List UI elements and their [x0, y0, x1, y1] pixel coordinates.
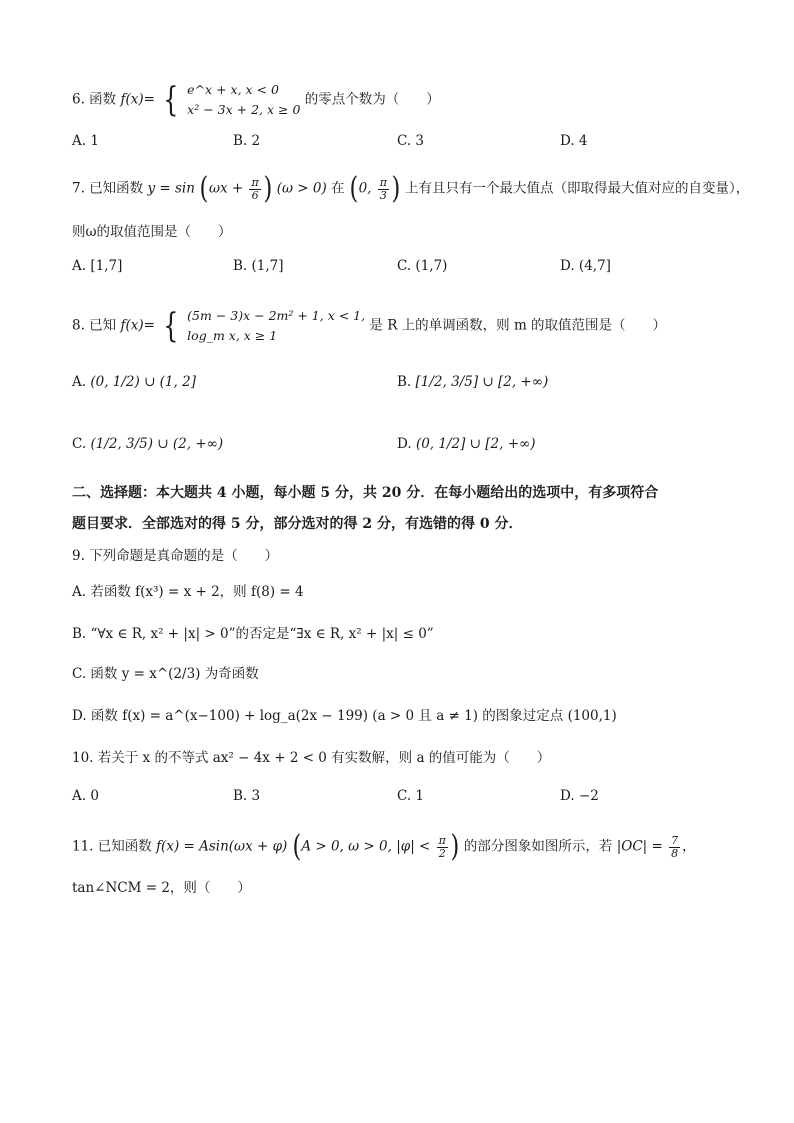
- q8-func: f(x)=: [120, 317, 155, 334]
- q6-option-c[interactable]: C. 3: [397, 133, 425, 149]
- q8-case2: log_m x, x ≥ 1: [187, 328, 278, 343]
- section-heading-line1: 二、选择题：本大题共 4 小题，每小题 5 分，共 20 分．在每小题给出的选项中，有多项符合: [72, 485, 659, 501]
- q11-stem: 11. 已知函数 f(x) = Asin(ωx + φ) (A > 0, ω > 0, |φ| < $\frac{\pi}{2}$ ) 的部分图象如图所示，若 |OC| = $\frac{7}{8}$ ，: [72, 829, 696, 864]
- q11-cond-frac: $\frac{\pi}{2}$: [438, 833, 446, 860]
- q6-option-d[interactable]: D. 4: [560, 133, 588, 149]
- q6-func: f(x)=: [120, 91, 155, 108]
- q6-case1: e^x + x, x < 0: [187, 82, 279, 97]
- q8-option-b[interactable]: B. [1/2, 3/5] ∪ [2, +∞): [397, 374, 549, 390]
- q8-option-d-value: (0, 1/2] ∪ [2, +∞): [415, 436, 536, 452]
- q8-prefix: 8. 已知: [72, 317, 117, 334]
- q8-brace: {: [163, 306, 179, 346]
- q6-suffix: 的零点个数为（ ）: [304, 91, 440, 108]
- q11-func: f(x) = Asin(ωx + φ): [156, 838, 288, 855]
- q7-option-c[interactable]: C. (1,7): [397, 258, 448, 274]
- q7-line2: 则ω的取值范围是（ ）: [72, 224, 232, 240]
- q6-case2: x² − 3x + 2, x ≥ 0: [187, 102, 301, 117]
- q9-option-a[interactable]: A. 若函数 f(x³) = x + 2，则 f(8) = 4: [72, 584, 304, 600]
- q8-option-a-value: (0, 1/2) ∪ (1, 2]: [90, 374, 196, 390]
- q6-brace: {: [163, 80, 179, 120]
- q8-option-c-value: (1/2, 3/5) ∪ (2, +∞): [90, 436, 224, 452]
- q8-suffix: 是 R 上的单调函数，则 m 的取值范围是（ ）: [369, 317, 667, 334]
- q7-option-d[interactable]: D. (4,7]: [560, 258, 611, 274]
- q8-option-c[interactable]: C. (1/2, 3/5) ∪ (2, +∞): [72, 436, 224, 452]
- q8-stem: [72, 306, 666, 346]
- q6-prefix: 6. 函数: [72, 91, 117, 108]
- q7-cond: (ω > 0): [276, 180, 327, 197]
- q11-prefix: 11. 已知函数: [72, 838, 152, 855]
- q6-option-b[interactable]: B. 2: [233, 133, 261, 149]
- q10-option-c[interactable]: C. 1: [397, 788, 425, 804]
- q9-option-b[interactable]: B. “∀x ∈ R, x² + |x| > 0”的否定是“∃x ∈ R, x² + |x| ≤ 0”: [72, 626, 434, 642]
- q7-int-frac: $\frac{\pi}{3}$: [379, 175, 387, 202]
- q11-line2: tan∠NCM = 2，则（ ）: [72, 880, 251, 896]
- q8-option-b-value: [1/2, 3/5] ∪ [2, +∞): [415, 374, 549, 390]
- q9-option-d[interactable]: D. 函数 f(x) = a^(x−100) + log_a(2x − 199) (a > 0 且 a ≠ 1) 的图象过定点 (100,1): [72, 708, 617, 724]
- q10-option-d[interactable]: D. −2: [560, 788, 599, 804]
- q7-prefix: 7. 已知函数: [72, 180, 144, 197]
- q7-option-b[interactable]: B. (1,7]: [233, 258, 284, 274]
- q7-suffix: 上有且只有一个最大值点（即取得最大值对应的自变量），: [405, 180, 750, 197]
- q8-case1: (5m − 3)x − 2m² + 1, x < 1,: [187, 308, 366, 323]
- q8-cases: [187, 306, 365, 346]
- q8-option-d[interactable]: D. (0, 1/2] ∪ [2, +∞): [397, 436, 536, 452]
- q7-func: y = sin: [147, 180, 195, 197]
- q10-stem: 10. 若关于 x 的不等式 ax² − 4x + 2 < 0 有实数解，则 a 的值可能为（ ）: [72, 750, 551, 766]
- q11-cond: A > 0, ω > 0, |φ| <: [301, 838, 431, 855]
- q7-option-a[interactable]: A. [1,7]: [72, 258, 123, 274]
- q11-mid: 的部分图象如图所示，若: [463, 838, 613, 855]
- q10-option-b[interactable]: B. 3: [233, 788, 261, 804]
- q7-frac: $\frac{\pi}{6}$: [251, 175, 259, 202]
- q8-option-a[interactable]: A. (0, 1/2) ∪ (1, 2]: [72, 374, 196, 390]
- q10-option-a[interactable]: A. 0: [72, 788, 99, 804]
- q11-oc-frac: $\frac{7}{8}$: [671, 833, 679, 860]
- q6-option-a[interactable]: A. 1: [72, 133, 99, 149]
- q11-oc: |OC| =: [616, 838, 663, 855]
- section-heading-line2: 题目要求．全部选对的得 5 分，部分选对的得 2 分，有选错的得 0 分．: [72, 516, 523, 532]
- q7-stem: 7. 已知函数 y = sin (ωx + $\frac{\pi}{6}$ ) (ω > 0) 在 (0, $\frac{\pi}{3}$ ) 上有且只有一个最大值点（即取得最大值对应的自变量），: [72, 171, 750, 206]
- q6-cases: [187, 80, 300, 120]
- q7-interval: 0,: [358, 180, 372, 197]
- q7-inner: ωx +: [208, 180, 244, 197]
- q9-option-c[interactable]: C. 函数 y = x^(2/3) 为奇函数: [72, 666, 259, 682]
- q6-stem: [72, 80, 440, 120]
- q9-stem: 9. 下列命题是真命题的是（ ）: [72, 548, 279, 564]
- q7-mid: 在: [331, 180, 345, 197]
